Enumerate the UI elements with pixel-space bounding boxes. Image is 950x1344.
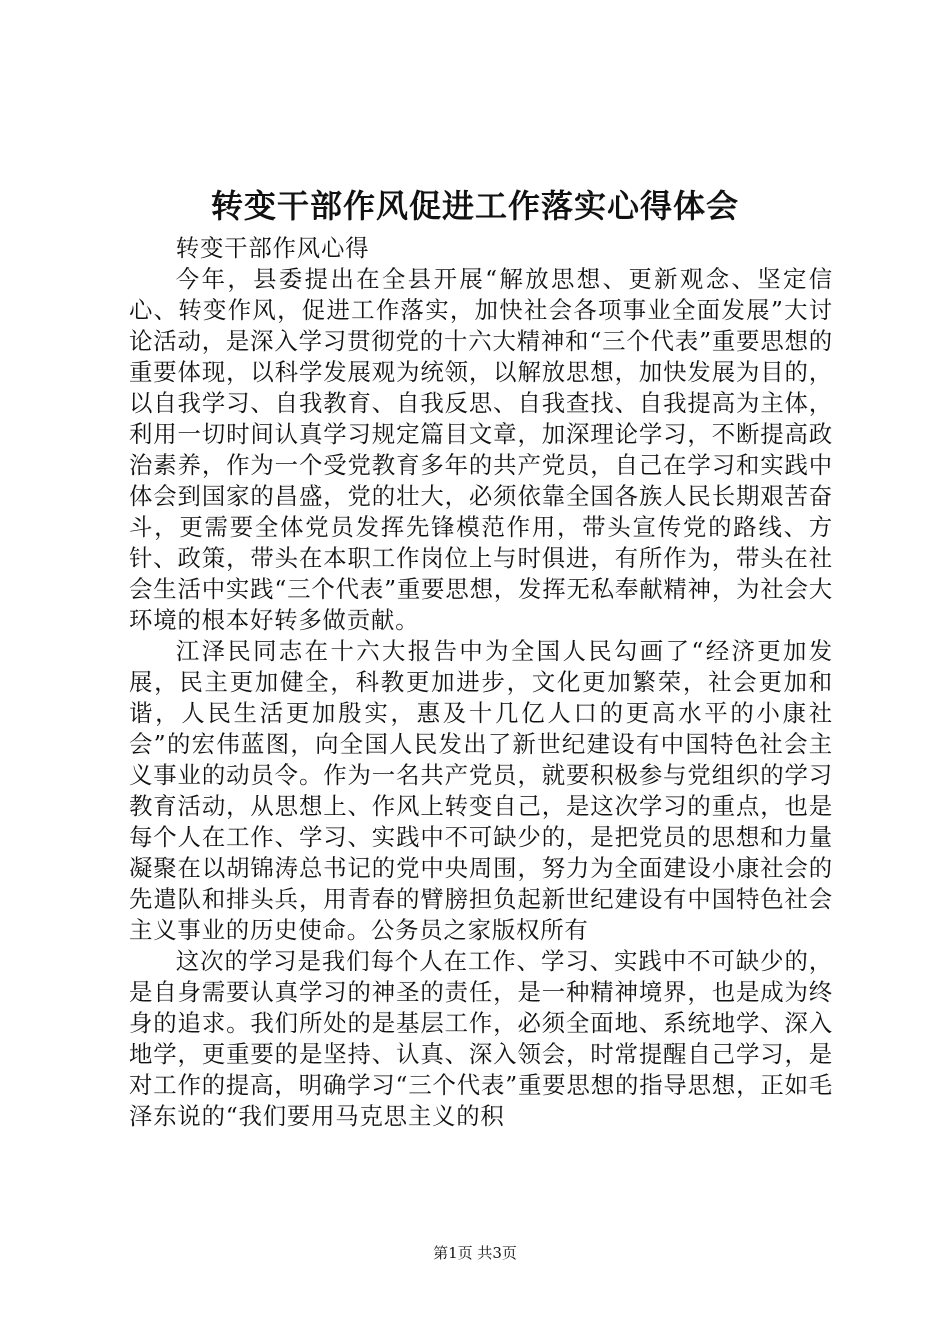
- body-paragraph: 这次的学习是我们每个人在工作、学习、实践中不可缺少的，是自身需要认真学习的神圣的责任，是一种精神境界，也是成为终身的追求。我们所处的是基层工作，必须全面地、系统地学、深入地学，更重要的是坚持、认真、深入领会，时常提醒自己学习，是对工作的提高，明确学习“三个代表”重要思想的指导思想，正如毛泽东说的“我们要用马克思主义的积: [129, 947, 833, 1130]
- page-number-footer: 第1页 共3页: [433, 1244, 517, 1262]
- document-body: [129, 233, 833, 1132]
- document-title: 转变干部作风促进工作落实心得体会: [210, 187, 739, 225]
- subtitle-paragraph: 转变干部作风心得: [175, 234, 370, 262]
- body-paragraph: 江泽民同志在十六大报告中为全国人民勾画了“经济更加发展，民主更加健全，科教更加进步，文化更加繁荣，社会更加和谐，人民生活更加殷实，惠及十几亿人口的更高水平的小康社会”的宏伟蓝图，向全国人民发出了新世纪建设有中国特色社会主义事业的动员令。作为一名共产党员，就要积极参与党组织的学习教育活动，从思想上、作风上转变自己，是这次学习的重点，也是每个人在工作、学习、实践中不可缺少的，是把党员的思想和力量凝聚在以胡锦涛总书记的党中央周围，努力为全面建设小康社会的先遣队和排头兵，用青春的臂膀担负起新世纪建设有中国特色社会主义事业的历史使命。公务员之家版权所有: [129, 637, 833, 944]
- body-paragraph: 今年，县委提出在全县开展“解放思想、更新观念、坚定信心、转变作风，促进工作落实，加快社会各项事业全面发展”大讨论活动，是深入学习贯彻党的十六大精神和“三个代表”重要思想的重要体现，以科学发展观为统领，以解放思想，加快发展为目的，以自我学习、自我教育、自我反思、自我查找、自我提高为主体，利用一切时间认真学习规定篇目文章，加深理论学习，不断提高政治素养，作为一个受党教育多年的共产党员，自己在学习和实践中体会到国家的昌盛，党的壮大，必须依靠全国各族人民长期艰苦奋斗，更需要全体党员发挥先锋模范作用，带头宣传党的路线、方针、政策，带头在本职工作岗位上与时俱进，有所作为，带头在社会生活中实践“三个代表”重要思想，发挥无私奉献精神，为社会大环境的根本好转多做贡献。: [129, 265, 833, 634]
